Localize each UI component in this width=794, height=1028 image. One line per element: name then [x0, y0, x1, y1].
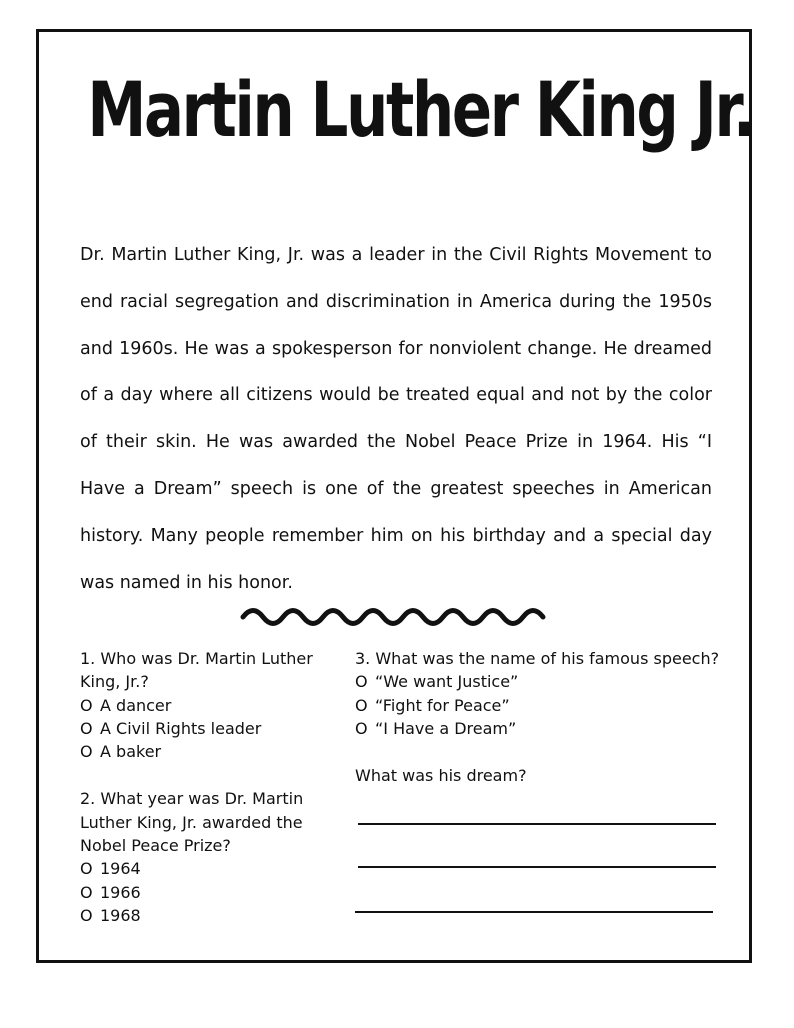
left-question-column — [80, 647, 330, 927]
answer-option[interactable] — [80, 694, 330, 717]
answer-option[interactable] — [80, 717, 330, 740]
option-label: A baker — [100, 742, 162, 762]
reading-passage: Dr. Martin Luther King, Jr. was a leader in the Civil Rights Movement to end racial segregation and discrimination in America during the 1950s and 1960s. He was a spokesperson for nonviolent change. He dreamed of a day where all citizens would be treated equal and not by the color of their skin. He was awarded the Nobel Peace Prize in 1964. His “I Have a Dream” speech is one of the greatest speeches in American history. Many people remember him on his birthday and a special day was named in his honor. — [80, 245, 712, 593]
answer-option[interactable] — [355, 670, 725, 693]
option-label: “We want Justice” — [375, 672, 519, 692]
question-3 — [355, 647, 725, 740]
question-2-text: 2. What year was Dr. Martin Luther King, Jr. awarded the Nobel Peace Prize? — [80, 789, 304, 856]
option-label: A dancer — [100, 695, 172, 715]
answer-option[interactable] — [80, 881, 330, 904]
option-circle[interactable]: O — [355, 695, 368, 715]
option-circle[interactable]: O — [355, 672, 368, 692]
option-label: “Fight for Peace” — [375, 695, 510, 715]
answer-option[interactable] — [80, 740, 330, 763]
option-label: 1964 — [100, 859, 141, 879]
option-circle[interactable]: O — [80, 882, 93, 902]
open-question-text: What was his dream? — [355, 766, 527, 786]
answer-option[interactable] — [80, 904, 330, 927]
option-circle[interactable]: O — [80, 718, 93, 738]
page-title: Martin Luther King Jr. — [87, 65, 754, 154]
answer-line[interactable] — [358, 866, 716, 868]
option-label: 1966 — [100, 882, 141, 902]
option-circle[interactable]: O — [80, 742, 93, 762]
answer-option[interactable] — [355, 717, 725, 740]
question-1 — [80, 647, 330, 763]
question-2 — [80, 787, 330, 927]
option-circle[interactable]: O — [80, 905, 93, 925]
option-label: 1968 — [100, 905, 141, 925]
option-label: A Civil Rights leader — [100, 718, 262, 738]
option-circle[interactable]: O — [80, 695, 93, 715]
answer-option[interactable] — [80, 857, 330, 880]
option-label: “I Have a Dream” — [375, 718, 517, 738]
option-circle[interactable]: O — [80, 859, 93, 879]
answer-line[interactable] — [355, 911, 713, 913]
answer-line[interactable] — [358, 823, 716, 825]
question-1-text: 1. Who was Dr. Martin Luther King, Jr.? — [80, 649, 313, 692]
answer-option[interactable] — [355, 694, 725, 717]
option-circle[interactable]: O — [355, 718, 368, 738]
wavy-divider — [240, 603, 552, 629]
right-question-column — [355, 647, 725, 787]
question-3-text: 3. What was the name of his famous speech? — [355, 649, 720, 668]
